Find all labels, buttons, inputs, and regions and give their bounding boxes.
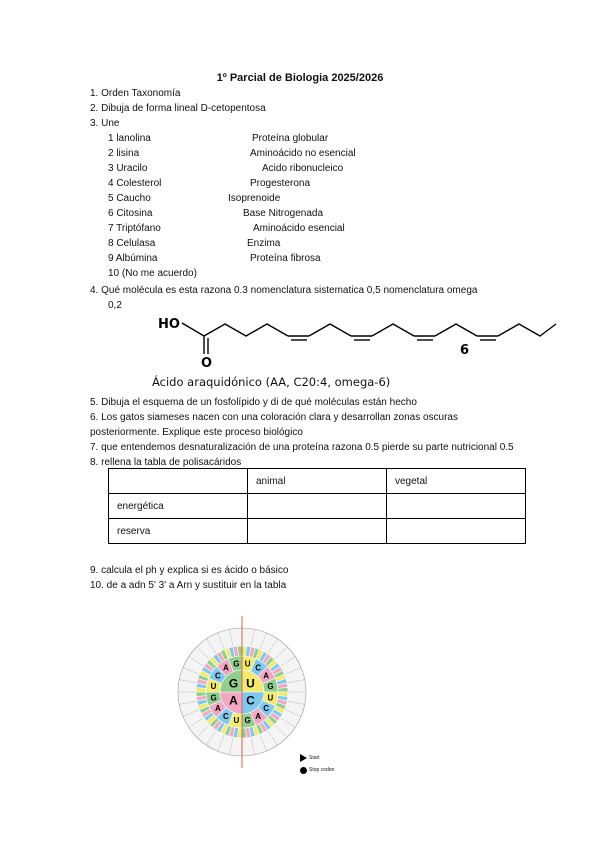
match-right-item: Aminoácido esencial <box>253 223 345 234</box>
second-base-label: G <box>233 659 240 669</box>
legend-start <box>300 752 334 764</box>
match-right-item: Isoprenoide <box>228 193 281 204</box>
second-base-label: A <box>214 703 221 713</box>
first-base-label: C <box>246 693 255 708</box>
match-left-item: 4 Colesterol <box>108 178 162 189</box>
match-right-item: Base Nitrogenada <box>243 208 324 219</box>
first-base-label: A <box>229 693 238 708</box>
legend-stop <box>300 764 334 776</box>
oxygen-label: O <box>201 356 213 371</box>
match-left-item: 9 Albúmina <box>108 253 158 264</box>
codon-sector <box>196 692 206 697</box>
table-row-label: reserva <box>109 519 248 544</box>
second-base-label: C <box>214 671 221 681</box>
second-base-label: G <box>267 682 274 692</box>
question-6: 6. Los gatos siameses nacen con una coloración clara y desarrollan zonas oscuras <box>90 412 458 423</box>
match-left-item: 8 Celulasa <box>108 238 156 249</box>
match-left-item: 5 Caucho <box>108 193 151 204</box>
stop-dot-icon <box>300 767 307 774</box>
arachidonic-acid-structure <box>158 310 558 372</box>
table-cell[interactable] <box>248 519 387 544</box>
codon-sector <box>237 646 242 656</box>
table-header-cell <box>109 469 248 494</box>
table-row <box>109 519 526 544</box>
second-base-label: A <box>255 711 262 721</box>
match-left-item: 1 lanolina <box>108 133 151 144</box>
molecule-caption: Ácido araquidónico (AA, C20:4, omega-6) <box>152 375 391 389</box>
second-base-label: C <box>255 663 262 673</box>
second-base-label: U <box>233 716 240 726</box>
match-left-item: 7 Triptófano <box>108 223 161 234</box>
table-cell[interactable] <box>387 519 526 544</box>
match-right-item: Proteína globular <box>252 133 329 144</box>
question-4-cont: 0,2 <box>108 300 122 311</box>
match-right-item: Aminoácido no esencial <box>250 148 356 159</box>
codon-wheel-diagram <box>172 612 312 772</box>
second-base-label: U <box>244 659 251 669</box>
question-2: 2. Dibuja de forma lineal D-cetopentosa <box>90 103 266 114</box>
second-base-label: G <box>244 716 251 726</box>
table-header-cell: animal <box>248 469 387 494</box>
question-9: 9. calcula el ph y explica si es ácido o básico <box>90 565 289 576</box>
question-7: 7. que entendemos desnaturalización de una proteína razona 0.5 pierde su parte nutricional 0.5 <box>90 442 514 453</box>
second-base-label: G <box>210 693 217 703</box>
table-row <box>109 494 526 519</box>
table-row-label: energética <box>109 494 248 519</box>
second-base-label: A <box>222 663 229 673</box>
match-right-item: Proteína fibrosa <box>250 253 321 264</box>
start-triangle-icon <box>300 754 307 762</box>
omega-label: 6 <box>460 343 470 358</box>
match-left-item: 2 lisina <box>108 148 140 159</box>
table-cell[interactable] <box>387 494 526 519</box>
question-3: 3. Une <box>90 118 120 129</box>
second-base-label: C <box>222 711 229 721</box>
question-4: 4. Qué molécula es esta razona 0.3 nomenclatura sistematica 0,5 nomenclatura omega <box>90 285 478 296</box>
exam-title: 1º Parcial de Biologia 2025/2026 <box>216 72 384 84</box>
codon-sector <box>278 687 288 692</box>
legend-label: Stop codon <box>309 767 335 773</box>
question-6-cont: posteriormente. Explique este proceso biológico <box>90 427 303 438</box>
table-header-cell: vegetal <box>387 469 526 494</box>
second-base-label: U <box>210 682 217 692</box>
second-base-label: A <box>263 671 270 681</box>
match-right-item: Progesterona <box>250 178 311 189</box>
second-base-label: U <box>267 693 274 703</box>
match-left-item: 3 Uracilo <box>108 163 148 174</box>
second-base-label: C <box>263 703 270 713</box>
match-right-item: Enzima <box>247 238 281 249</box>
table-header-row <box>109 469 526 494</box>
codon-legend <box>300 752 334 776</box>
polysaccharide-table <box>108 468 526 544</box>
first-base-label: G <box>228 676 239 691</box>
match-left-item: 6 Citosina <box>108 208 153 219</box>
question-10: 10. de a adn 5' 3' a Arn y sustituir en la tabla <box>90 580 287 591</box>
first-base-label: U <box>246 676 255 691</box>
match-right-item: Acido ribonucleico <box>262 163 344 174</box>
match-left-item: 10 (No me acuerdo) <box>108 268 197 279</box>
question-8: 8. rellena la tabla de polisacáridos <box>90 457 242 468</box>
table-cell[interactable] <box>248 494 387 519</box>
question-1: 1. Orden Taxonomía <box>90 88 181 99</box>
hydroxyl-label: HO <box>158 317 180 332</box>
codon-sector <box>242 728 247 738</box>
question-5: 5. Dibuja el esquema de un fosfolípido y di de qué moléculas están hecho <box>90 397 417 408</box>
legend-label: Start <box>309 755 320 761</box>
